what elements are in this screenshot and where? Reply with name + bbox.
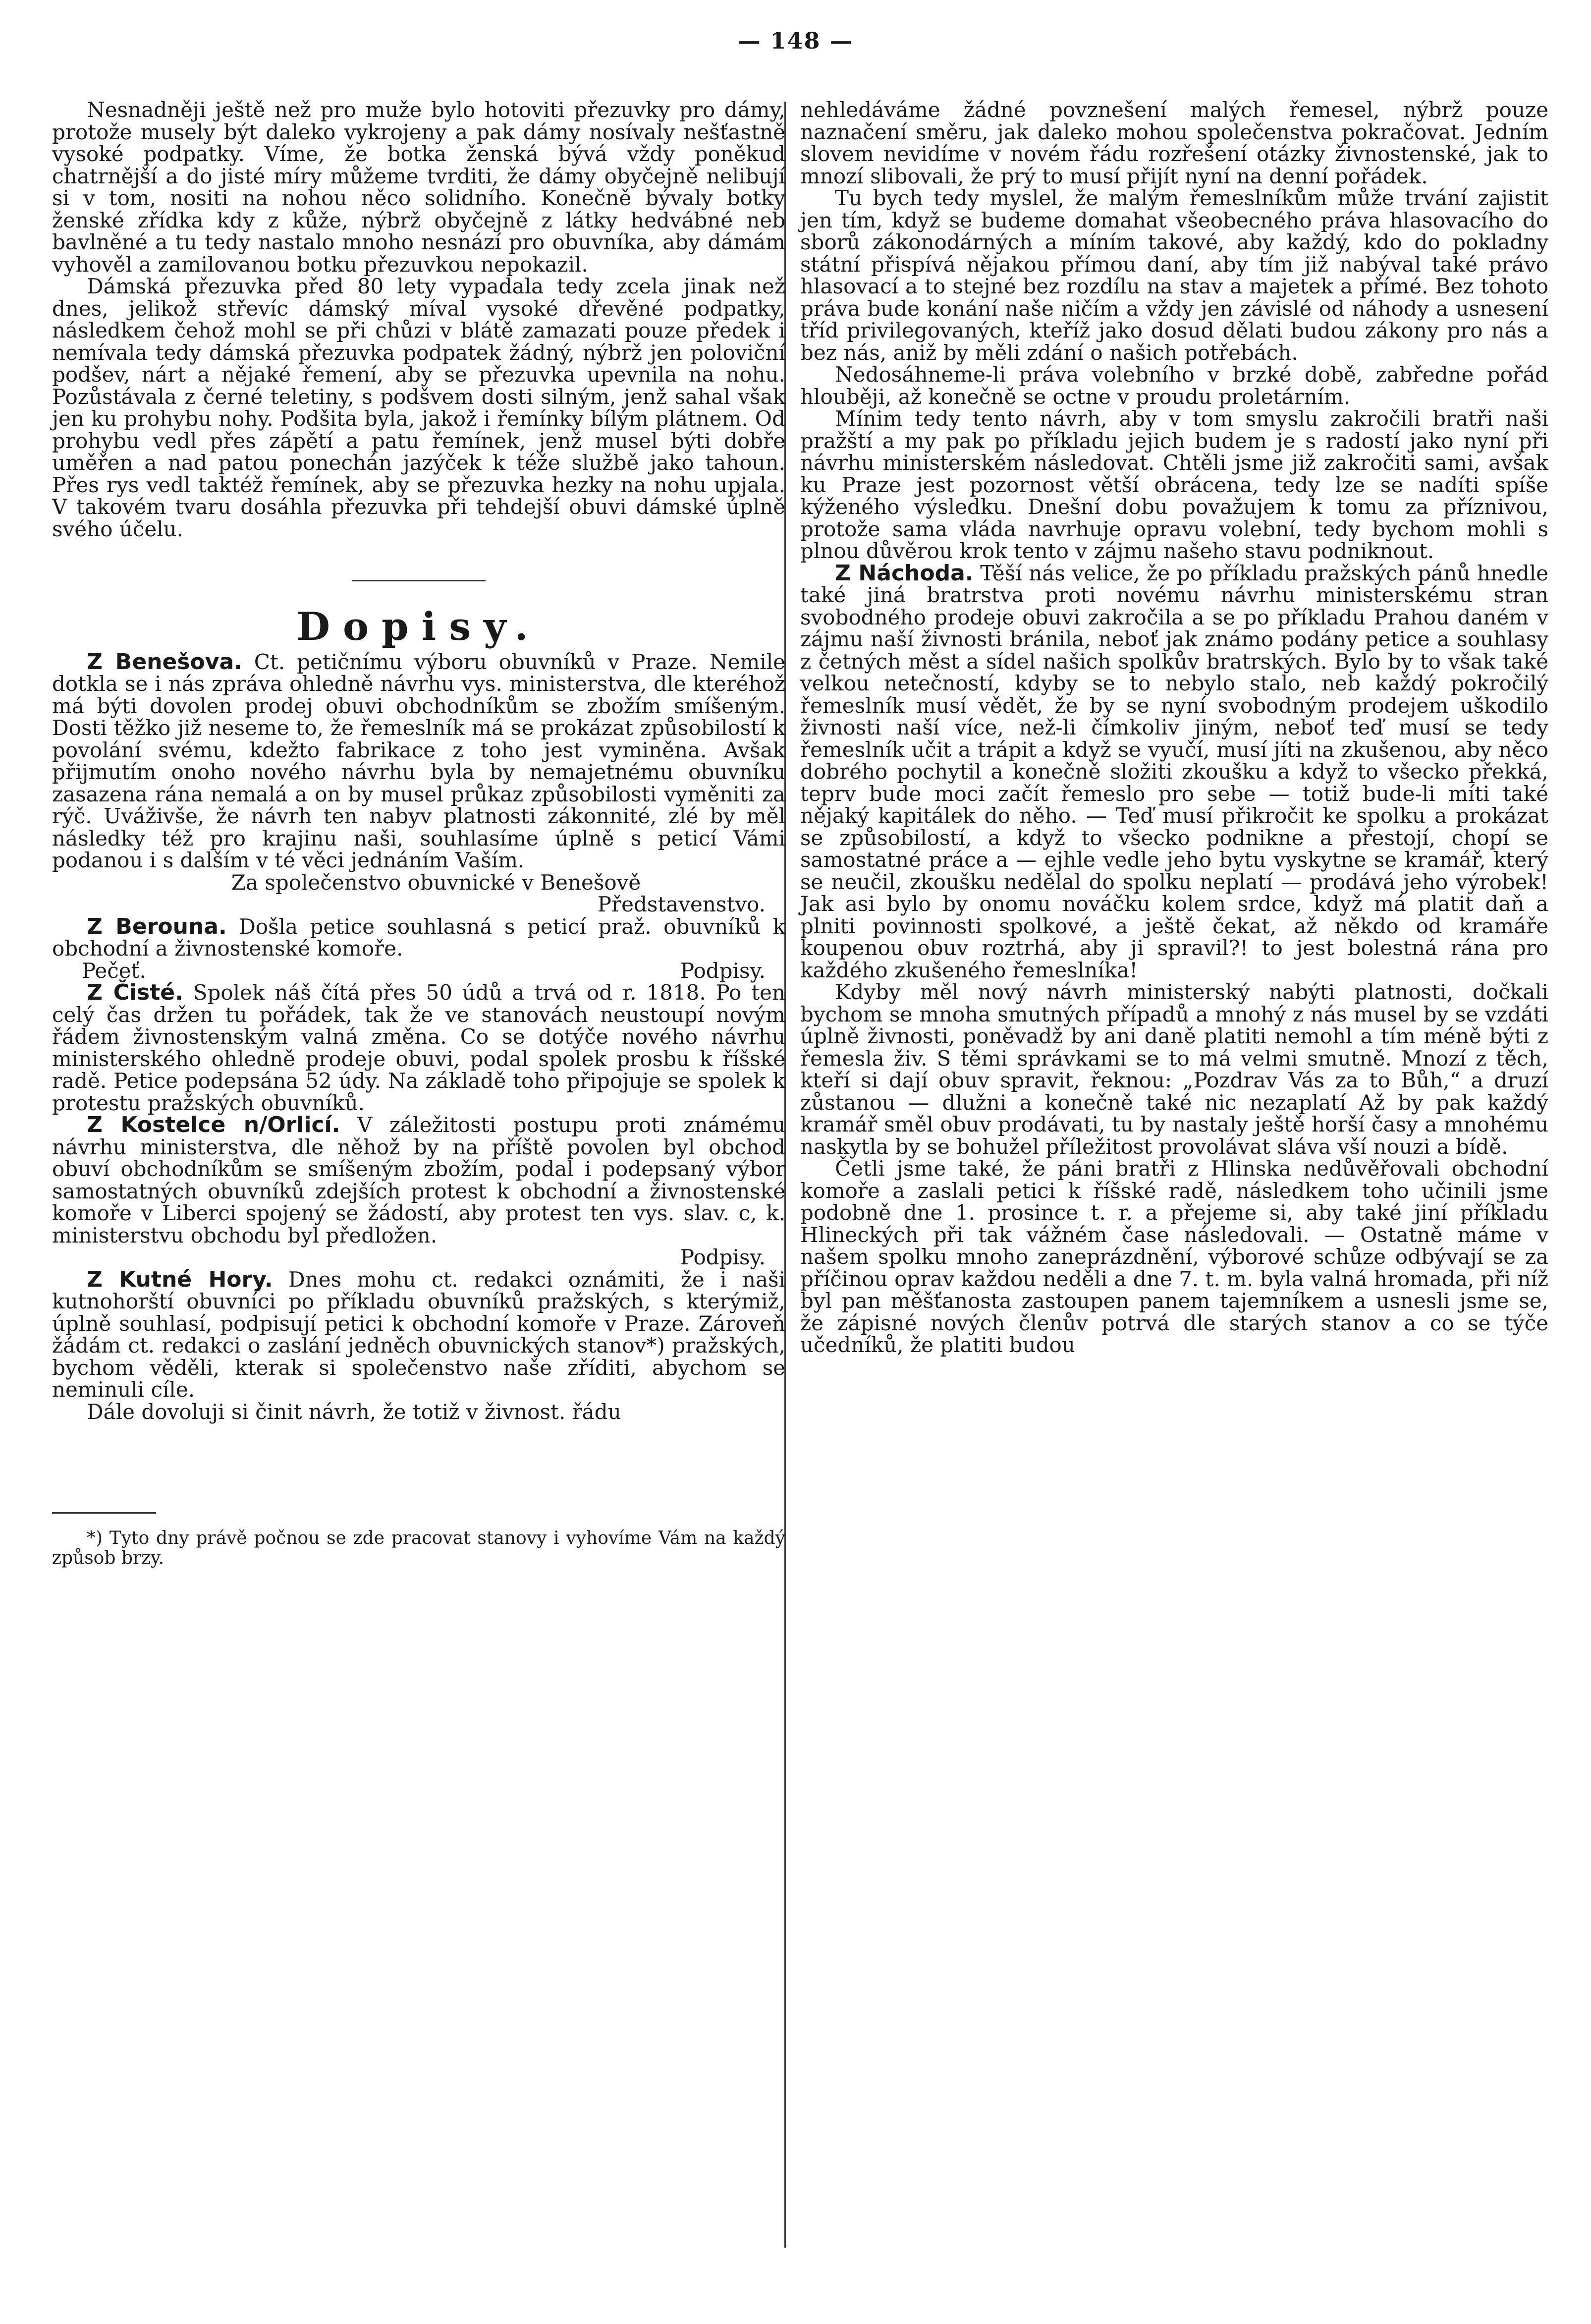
right-column <box>800 99 1548 1357</box>
intro-paragraph: Dámská přezuvka před 80 lety vypadala tedy zcela jinak než dnes, jelikož střevíc dámský míval vysoké dřevěné podpatky, následkem čehož mohl se při chůzi v blátě zamazati pouze předek i nemívala tedy dámská přezuvka podpatek žádný, nýbrž jen poloviční podšev, nárt a nějaké řemení, aby se přezuvka upevnila na nohu. Pozůstávala z černé teletiny, s podšvem dosti silným, jenž sahal však jen ku prohybu nohy. Podšita byla, jakož i řemínky bílým plátnem. Od prohybu vedl přes zápětí a patu řemínek, jenž musel býti dobře uměřen a nad patou ponechán jazýček k téže službě jako tahoun. Přes rys vedl taktéž řemínek, aby se přezuvka hezky na nohu upjala. V takovém tvaru dosáhla přezuvka při tehdejší obuvi dámské úplně svého účelu. <box>52 274 785 541</box>
body-paragraph: Nedosáhneme-li práva volebního v brzké době, zabředne pořád hlouběji, až konečně se octne v proudu proletárním. <box>800 362 1548 409</box>
letter-place: Z Kutné Hory. <box>87 1266 273 1292</box>
letter-kutna-hora <box>52 1266 785 1402</box>
signature: Podpisy. <box>680 958 766 983</box>
signature: Představenstvo. <box>597 892 766 916</box>
letter-nachod <box>800 560 1549 982</box>
letter-place: Z Kostelce n/Orlicí. <box>87 1112 340 1137</box>
letter-place: Z Benešova. <box>87 649 242 675</box>
letter-place: Z Náchoda. <box>835 560 974 586</box>
continuation-paragraph: nehledáváme žádné povznešení malých řemesel, nýbrž pouze naznačení směru, jak daleko mohou společenstva pokračovat. Jedním slovem nevidíme v novém řádu rozřešení otázky živnostenské, jak to mnozí slibovali, že prý to musí přijít nyní na denní pořádek. <box>800 98 1548 188</box>
letter-text: Ct. petičnímu výboru obuvníků v Praze. Nemile dotkla se i nás zpráva ohledně návrhu vys. ministerstva, dle kteréhož má býti dovolen prodej obuvi obchodníkům se zbožím smíšeným. Dosti těžko již neseme to, že řemeslník má se prokázat způsobilostí k povolání svému, kdežto fabrikace z toho jest vyminěna. Avšak přijmutím onoho nového návrhu byla by nemajetnému obuvníku zasazena rána nemalá a on by musel průkaz způsobilosti vyměniti za rýč. Uváživše, že návrh ten nabyv platnosti zákonnité, zlé by měl následky též pro krajinu naši, souhlasíme úplně s peticí Vámi podanou i s dalším v té věci jednáním Vaším. <box>52 649 785 872</box>
letter-place: Z Čisté. <box>87 980 183 1005</box>
body-paragraph: Četli jsme také, že páni bratři z Hlinska nedůvěřovali obchodní komoře a zaslali petici k říšské radě, následkem toho učinili jsme podobně dne 1. prosince t. r. a přejeme si, aby také jiní příkladu Hlineckých při tak vážném čase následovali. — Ostatně máme v našem spolku mnoho zaneprázdnění, výborové schůze odbývají se za příčinou oprav každou neděli a dne 7. t. m. byla valná hromada, při níž byl pan měšťanosta zastoupen panem tajemníkem a usnesli jsme se, že zápisné nových členův potrvá dle starých stanov a co se týče učedníků, že platiti budou <box>800 1156 1548 1357</box>
letter-text: Dnes mohu ct. redakci oznámiti, že i naši kutnohorští obuvníci po příkladu obuvníků pražských, s kterýmiž, úplně souhlasí, podpisují petici k obchodní komoře v Praze. Zároveň žádám ct. redakci o zaslání jedněch obuvnických stanov*) pražských, bychom věděli, kterak si společenstvo naše zříditi, abychom se neminuli cíle. <box>52 1267 785 1402</box>
letter-text: Spolek náš čítá přes 50 údů a trvá od r. 1818. Po ten celý čas držen tu pořádek, tak že ve stanovách neustoupí novým řádem živnostenským valná změna. Co se dotýče nového návrhu ministerského ohledně prodeje obuvi, podal spolek prosbu k říšské radě. Petice podepsána 52 údy. Na základě toho připojuje se spolek k protestu pražských obuvníků. <box>52 980 785 1115</box>
letter-place: Z Berouna. <box>87 913 227 939</box>
body-paragraph: Tu bych tedy myslel, že malým řemeslníkům může trvání zajistit jen tím, když se budeme domahat všeobecného práva hlasovacího do sborů zákonodárných a míním takové, aby každý, kdo do pokladny státní přispívá nějakou přímou daní, aby tím již nabýval také právo hlasovací a to stejné bez rozdílu na stav a majetek a přímé. Bez tohoto práva bude konání naše ničím a vždy jen závislé od náhody a usnesení tříd privilegovaných, kteříž jako dosud dělati budou zákony pro nás a bez nás, aniž by měli zdání o našich potřebách. <box>800 186 1548 365</box>
signature-line: Za společenstvo obuvnické v Benešově <box>231 870 641 895</box>
letter-ciste <box>52 982 785 1114</box>
letter-text: Došla petice souhlasná s peticí praž. obuvníků k obchodní a živnostenské komoře. <box>52 914 785 961</box>
body-paragraph: Kdyby měl nový návrh ministerský nabýti platnosti, dočkali bychom se mnoha smutných případů a mnohý z nás musel by se vzdáti úplně živnosti, poněvadž by ani daně platiti nemohl a tím méně býti z řemesla živ. S těmi správkami se to má velmi smutně. Mnozí z těch, kteří si dají obuv spravit, řeknou: „Pozdrav Vás za to Bůh,“ a druzí zůstanou — dlužni a konečně také nic nezaplatí Až by pak každý kramář směl obuv prodávati, tu by nastaly ještě horší časy a mnohému naskytla by se bohužel příležitost provolávat sláva vší nouzi a bídě. <box>800 980 1548 1159</box>
seal-label: Pečeť. <box>82 958 146 983</box>
signature: Podpisy. <box>680 1245 766 1269</box>
section-heading: Dopisy. <box>296 604 541 649</box>
letter-text: Těší nás velice, že po příkladu pražských pánů hnedle také jiná bratrstva proti novému návrhu ministerskému stran svobodného prodeje obuvi zakročila a se po příkladu Prahou daném v zájmu naší živnosti bránila, neboť jak známo podány petice a souhlasy z četných měst a sídel našich spolkův bratrských. Bylo by to však také velkou netečností, kdyby se to nebylo stalo, neb každý pokročilý řemeslník musí vědět, že by se nyní svobodným prodejem uškodilo živnosti naší více, než-li čímkoliv jiným, neboť teď musí se tedy řemeslník učit a trápit a když se vyučí, musí jíti na zkušenou, aby něco dobrého pochytil a konečně složiti zkoušku a když to všecko překká, teprv bude moci začít řemeslo pro sebe — totiž bude-li míti také nějaký kapitálek do něho. — Teď musí přikročit ke spolku a prokázat se způsobilostí, a když to všecko podnikne a přestojí, chopí se samostatné práce a — ejhle vedle jeho bytu vyskytne se kramář, který se neučil, zkoušku nedělal do spolku neplatí — prodává jeho výrobek! Jak asi bylo by onomu nováčku kolem srdce, když má platit daň a plniti povinnosti spolkové, a ještě čekat, až někdo od kramáře koupenou obuv roztrhá, aby ji spravil?! to jest bolestná rána pro každého zkušeného řemeslníka! <box>800 561 1549 982</box>
footnote: *) Tyto dny právě počnou se zde pracovat stanovy i vyhovíme Vám na každý způsob brzy. <box>52 1528 785 1568</box>
letter-continuation: Dále dovoluji si činit návrh, že totiž v živnost. řádu <box>87 1399 621 1424</box>
page-number: — 148 — <box>737 27 854 54</box>
section-separator <box>352 580 486 581</box>
letter-benesov <box>52 651 785 872</box>
footnote-separator <box>52 1512 156 1514</box>
letter-kostelec <box>52 1114 785 1247</box>
left-column <box>52 99 785 1568</box>
intro-paragraph: Nesnadněji ještě než pro muže bylo hotoviti přezuvky pro dámy, protože musely být daleko vykrojeny a pak dámy nosívaly nešťastně vysoké podpatky. Víme, že botka ženská bývá vždy poněkud chatrnější a do jisté míry můžeme tvrditi, že dámy obyčejně nelibují si v tom, nositi na nohou něco solidního. Konečně bývaly botky ženské zřídka kdy z kůže, nýbrž obyčejně z látky hedvábné neb bavlněné a tu tedy nastalo mnoho nesnází pro obuvníka, aby dámám vyhověl a zamilovanou botku přezuvkou nepokazil. <box>52 98 785 277</box>
letter-beroun <box>52 913 785 961</box>
letter-text: V záležitosti postupu proti známému návrhu ministerstva, dle něhož by na příště povolen byl obchod obuví obchodníkům se smíšeným zbožím, podal i podepsaný výbor samostatných obuvníků zdejších protest k obchodní a živnostenské komoře v Liberci spojený se žádostí, aby protest ten vys. slav. c, k. ministerstvu obchodu byl předložen. <box>52 1113 785 1247</box>
seal-signature-row <box>52 960 785 982</box>
body-paragraph: Mínim tedy tento návrh, aby v tom smyslu zakročili bratři naši pražští a my pak po příkladu jejich budem je s radostí jako nyní při návrhu ministerském následovat. Chtěli jsme již zakročiti sami, avšak ku Praze jest pozornost větší obrácena, tedy lze se nadíti spíše kýženého výsledku. Dnešní dobu považujem k tomu za příznivou, protože sama vláda navrhuje opravu volební, tedy bychom mohli s plnou důvěrou krok tento v zájmu našeho stavu podniknout. <box>800 406 1548 563</box>
